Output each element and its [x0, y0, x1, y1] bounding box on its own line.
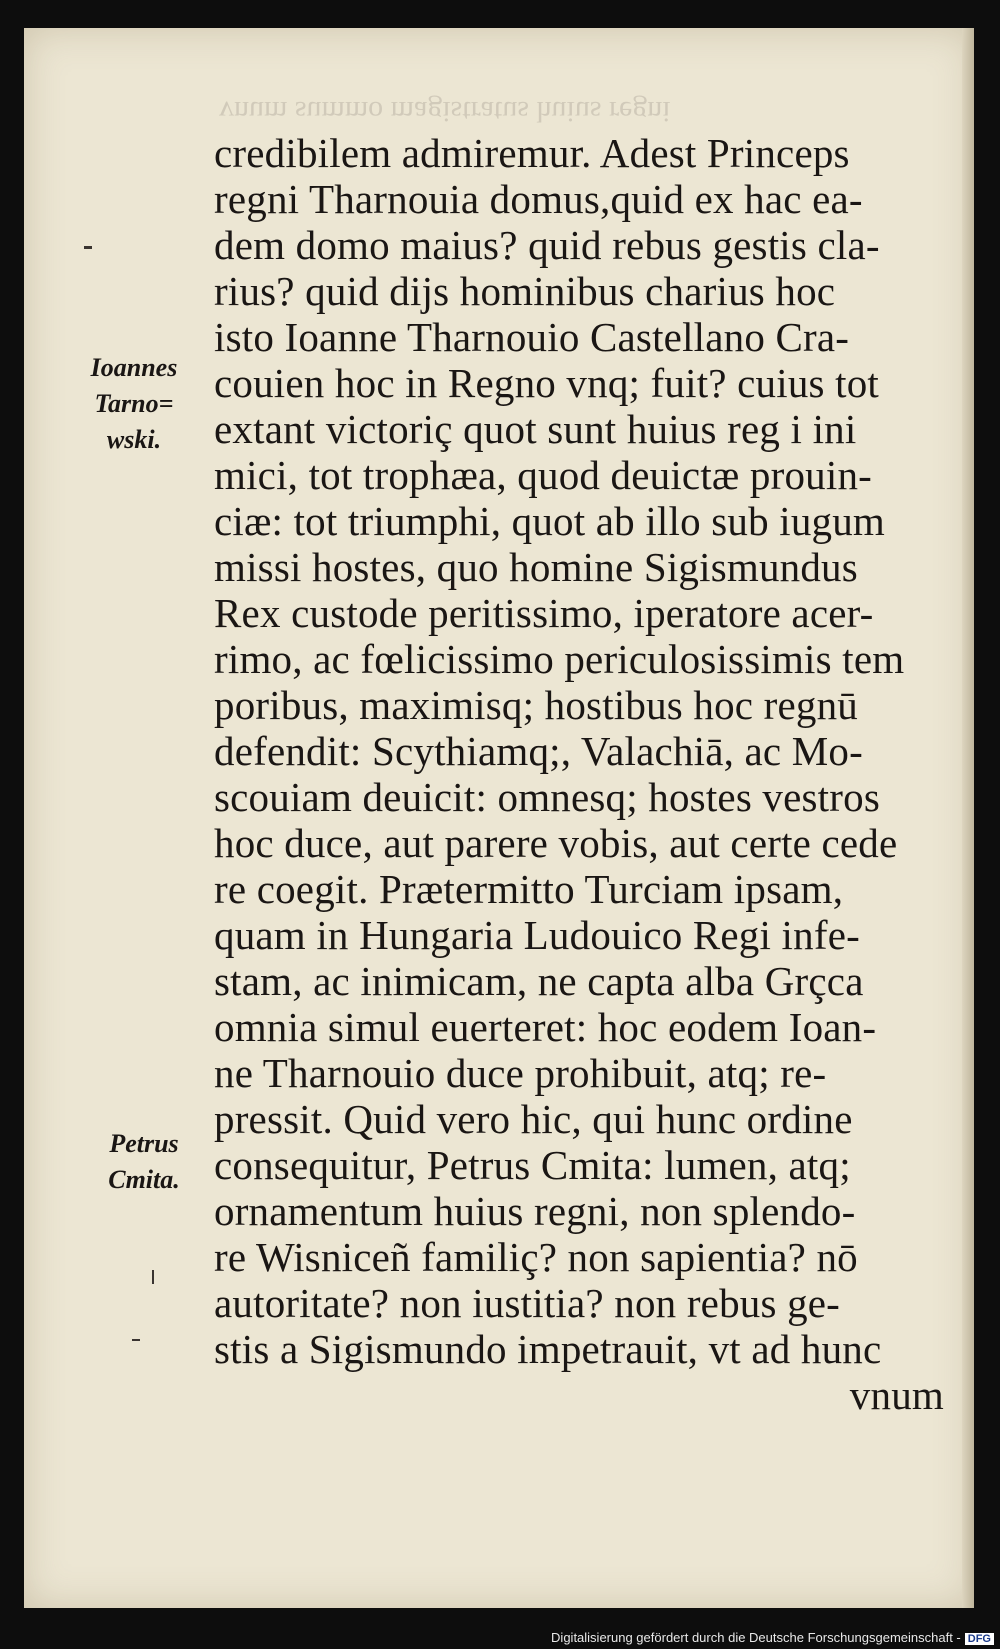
marginal-note-petrus-cmita: [84, 1126, 204, 1198]
text-line: stam, ac inimicam, ne capta alba Grçca: [214, 958, 864, 1004]
marginal-note-ioannes-tarnowski: [74, 350, 194, 458]
text-line: omnia simul euerteret: hoc eodem Ioan-: [214, 1004, 877, 1050]
text-line: regni Tharnouia domus,quid ex hac ea-: [214, 176, 863, 222]
text-line: extant victoriç quot sunt huius reg i ini: [214, 406, 857, 452]
marginal-note-line: wski.: [106, 425, 162, 454]
text-line: consequitur, Petrus Cmita: lumen, atq;: [214, 1142, 851, 1188]
text-line: missi hostes, quo homine Sigismundus: [214, 544, 858, 590]
text-line: ciæ: tot triumphi, quot ab illo sub iugum: [214, 498, 886, 544]
text-line: scouiam deuicit: omnesq; hostes vestros: [214, 774, 880, 820]
text-line: quam in Hungaria Ludouico Regi infe-: [214, 912, 860, 958]
text-line: rimo, ac fœlicissimo periculosissimis tem: [214, 636, 905, 682]
bleed-through-text: vnum summo magistratus huius regni: [219, 95, 671, 128]
text-line: re coegit. Prætermitto Turciam ipsam,: [214, 866, 844, 912]
ink-mark: [132, 1339, 140, 1341]
marginal-note-line: Petrus: [109, 1129, 179, 1158]
marginal-note-line: Cmita.: [108, 1165, 180, 1194]
text-line: poribus, maximisq; hostibus hoc regnū: [214, 682, 859, 728]
footer-credit: [551, 1630, 994, 1645]
text-line: credibilem admiremur. Adest Princeps: [214, 130, 850, 176]
text-line: isto Ioanne Tharnouio Castellano Cra-: [214, 314, 850, 360]
ink-mark: [84, 246, 92, 249]
marginal-note-line: Ioannes: [90, 353, 178, 382]
text-line: rius? quid dijs hominibus charius hoc: [214, 268, 836, 314]
catchword: vnum: [849, 1372, 944, 1418]
book-page: [24, 28, 974, 1608]
marginal-note-line: Tarno=: [94, 389, 174, 418]
main-text-block: [214, 130, 974, 1418]
text-line: re Wisniceñ familiç? non sapientia? nō: [214, 1234, 858, 1280]
text-line: ne Tharnouio duce prohibuit, atq; re-: [214, 1050, 827, 1096]
text-line: hoc duce, aut parere vobis, aut certe cede: [214, 820, 898, 866]
dfg-logo: DFG: [965, 1633, 994, 1645]
text-line: mici, tot trophæa, quod deuictæ prouin-: [214, 452, 873, 498]
text-line: dem domo maius? quid rebus gestis cla-: [214, 222, 880, 268]
text-line: couien hoc in Regno vnq; fuit? cuius tot: [214, 360, 880, 406]
text-line: stis a Sigismundo impetrauit, vt ad hunc: [214, 1326, 882, 1372]
text-line: defendit: Scythiamq;, Valachiā, ac Mo-: [214, 728, 863, 774]
text-line: pressit. Quid vero hic, qui hunc ordine: [214, 1096, 853, 1142]
text-line: Rex custode peritissimo, iperatore acer-: [214, 590, 874, 636]
ink-mark: [152, 1270, 154, 1284]
text-line: autoritate? non iustitia? non rebus ge-: [214, 1280, 841, 1326]
text-line: ornamentum huius regni, non splendo-: [214, 1188, 856, 1234]
footer-text: Digitalisierung gefördert durch die Deutsche Forschungsgemeinschaft -: [551, 1630, 961, 1645]
